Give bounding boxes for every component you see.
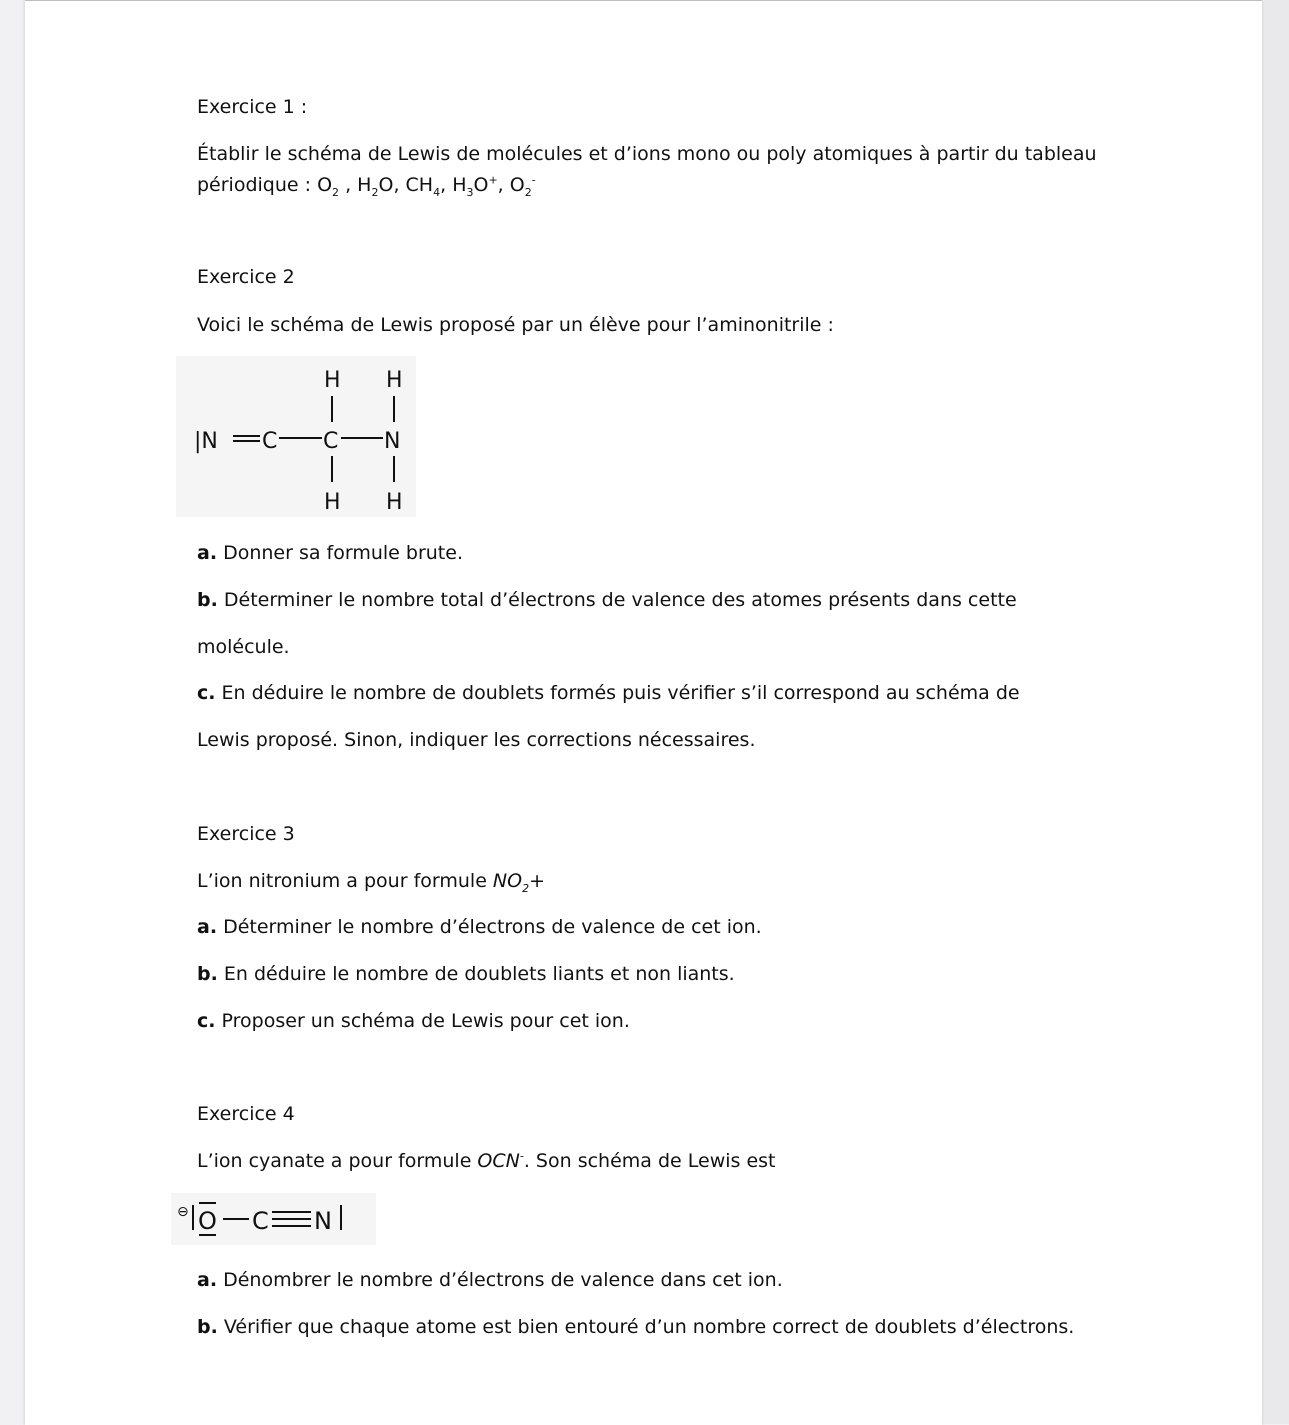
- vertical-scrollbar[interactable]: [1264, 0, 1289, 1424]
- atom-c: C: [252, 1207, 269, 1235]
- cyanate-lewis-diagram: [171, 1193, 376, 1245]
- document-page: [25, 0, 1262, 1425]
- exercise-1-text-line-1: Établir le schéma de Lewis de molécules et d’ions mono ou poly atomiques à partir du tableau: [197, 143, 1097, 165]
- exercise-4-intro: L’ion cyanate a pour formule OCN-. Son schéma de Lewis est: [197, 1149, 776, 1172]
- formula-ocn-minus: OCN-: [477, 1149, 524, 1172]
- negative-charge-symbol: ⊖: [177, 1204, 189, 1220]
- exercise-3-title: Exercice 3: [197, 823, 295, 845]
- formula-o2-minus: $O_2^-$: [509, 173, 536, 199]
- atom-c2: C: [323, 429, 339, 454]
- atom-h-top-right: H: [386, 368, 403, 393]
- exercise-1-title: Exercice 1 :: [197, 96, 308, 118]
- exercise-4-question-a: a. Dénombrer le nombre d’électrons de valence dans cet ion.: [197, 1269, 783, 1291]
- exercise-2-question-b: b. Déterminer le nombre total d’électrons de valence des atomes présents dans cette: [197, 589, 1017, 611]
- formula-no2-plus: $NO_2$: [492, 870, 530, 895]
- formula-h2o: $H_2O$: [357, 174, 394, 199]
- formula-ch4: $CH_4$: [405, 174, 441, 199]
- exercise-2-question-c-cont: Lewis proposé. Sinon, indiquer les corrections nécessaires.: [197, 729, 756, 751]
- atom-o: O: [198, 1207, 217, 1235]
- text-prefix: périodique :: [197, 174, 318, 196]
- formula-h3o-plus: $H_3O^+$: [452, 173, 498, 199]
- atom-c1: C: [262, 429, 278, 454]
- exercise-3-question-a: a. Déterminer le nombre d’électrons de valence de cet ion.: [197, 916, 762, 938]
- atom-h-bottom-left: H: [324, 490, 341, 515]
- exercise-1-text-line-2: périodique : $O_2$ , $H_2O$, $CH_4$, $H_3O^+$, $O_2^-$: [197, 173, 536, 199]
- exercise-3-intro: L’ion nitronium a pour formule $NO_2+$: [197, 870, 546, 895]
- exercise-2-question-b-cont: molécule.: [197, 636, 290, 658]
- formula-o2: $O_2$: [317, 174, 340, 199]
- exercise-2-question-c: c. En déduire le nombre de doublets formés puis vérifier s’il correspond au schéma de: [197, 682, 1020, 704]
- exercise-2-title: Exercice 2: [197, 266, 295, 288]
- atom-n-left: |N: [194, 429, 218, 454]
- exercise-2-question-a: a. Donner sa formule brute.: [197, 542, 463, 564]
- atom-n-right: N: [384, 429, 401, 454]
- exercise-4-question-b: b. Vérifier que chaque atome est bien entouré d’un nombre correct de doublets d’électrons.: [197, 1316, 1075, 1338]
- atom-n: N: [314, 1207, 332, 1235]
- exercise-4-title: Exercice 4: [197, 1103, 295, 1125]
- exercise-2-intro: Voici le schéma de Lewis proposé par un élève pour l’aminonitrile :: [197, 314, 834, 336]
- atom-h-bottom-right: H: [386, 490, 403, 515]
- exercise-3-question-c: c. Proposer un schéma de Lewis pour cet ion.: [197, 1010, 630, 1032]
- aminonitrile-lewis-diagram: [176, 356, 416, 517]
- exercise-3-question-b: b. En déduire le nombre de doublets liants et non liants.: [197, 963, 735, 985]
- atom-h-top-left: H: [324, 368, 341, 393]
